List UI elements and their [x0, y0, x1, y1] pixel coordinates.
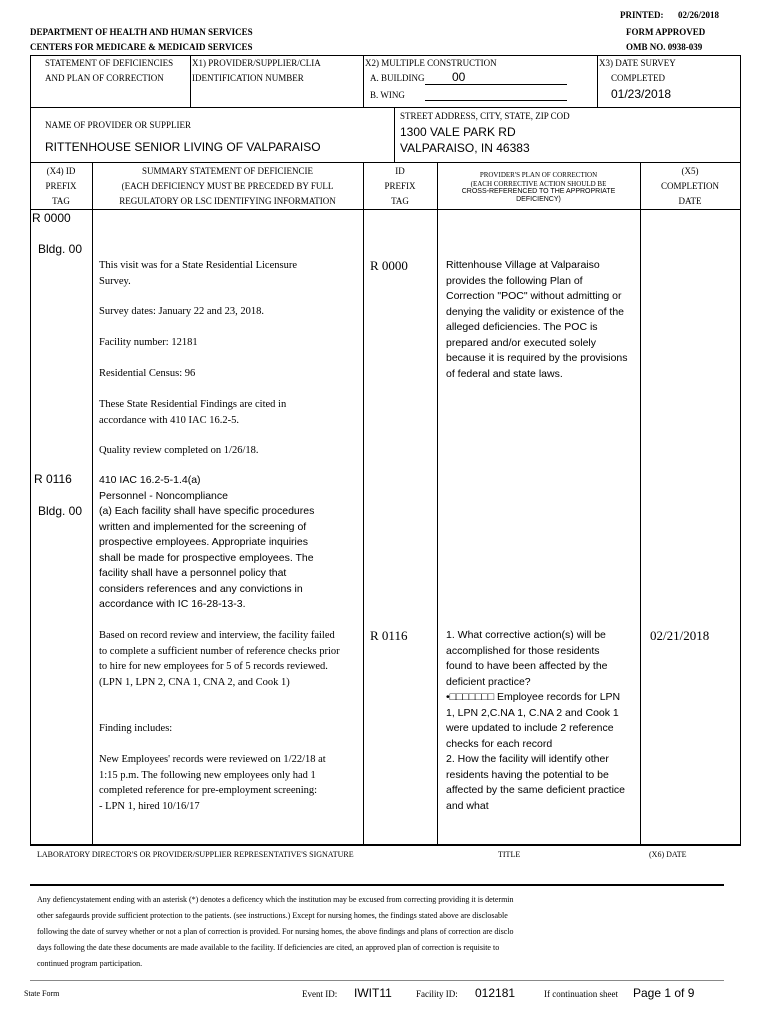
- disclaimer-line: Any defiencystatement ending with an asterisk (*) denotes a deficency which the institution may be excused from correcting providing it is determin: [37, 895, 514, 904]
- page-number: Page 1 of 9: [633, 986, 695, 1000]
- r0000-bldg: Bldg. 00: [38, 242, 83, 256]
- column-divider: [597, 55, 598, 107]
- form-approved: FORM APPROVED: [626, 27, 706, 37]
- facility-id-label: Facility ID:: [416, 989, 458, 999]
- column-divider: [394, 107, 395, 162]
- centers-title: CENTERS FOR MEDICARE & MEDICAID SERVICES: [30, 42, 253, 52]
- r0000-plan-tag: R 0000: [370, 258, 408, 273]
- building-underline: [425, 84, 567, 85]
- r0116-completion-date: 02/21/2018: [650, 628, 710, 643]
- address-line2: VALPARAISO, IN 46383: [400, 141, 530, 155]
- r0000-para: These State Residential Findings are cited in accordance with 410 IAC 16.2-5.: [99, 399, 287, 426]
- r0116-bldg: Bldg. 00: [38, 504, 83, 518]
- building-label: A. BUILDING: [370, 73, 425, 83]
- plan-header-3: CROSS-REFERENCED TO THE APPROPRIATE: [461, 188, 616, 195]
- x1-label: X1) PROVIDER/SUPPLIER/CLIA: [192, 58, 321, 68]
- r0000-para: Facility number: 12181: [99, 337, 198, 348]
- r0000-para: This visit was for a State Residential Licensure Survey.: [99, 260, 297, 287]
- r0116-para: Finding includes:: [99, 723, 173, 734]
- column-divider: [437, 162, 438, 845]
- x4-header-3: TAG: [52, 196, 70, 206]
- event-id: IWIT11: [354, 986, 392, 1000]
- plan-header-4: DEFICIENCY): [516, 196, 561, 203]
- date-completed: 01/23/2018: [611, 87, 672, 101]
- title-label: TITLE: [498, 850, 521, 859]
- state-form-label: State Form: [24, 989, 60, 998]
- disclaimer-line: following the date of survey whether or not a plan of correction is provided. For nursing homes, the above findings and plans of correction are disclo: [37, 927, 514, 936]
- x3-label: X3) DATE SURVEY: [599, 58, 676, 68]
- r0116-plan-tag: R 0116: [370, 628, 408, 643]
- disclaimer-line: days following the date these documents are made available to the facility. If deficiencies are cited, an approved plan of correction is requisite to: [37, 943, 500, 952]
- continuation-label: If continuation sheet: [544, 989, 618, 999]
- signature-border: [30, 844, 741, 846]
- x4-header-1: (X4) ID: [46, 166, 76, 176]
- r0116-para: New Employees' records were reviewed on 1/22/18 at 1:15 p.m. The following new employees only had 1 completed reference for pre-employment screening: - LPN 1, hired 10/16/17: [99, 754, 326, 812]
- printed-label: PRINTED:: [620, 10, 664, 20]
- provider-name: RITTENHOUSE SENIOR LIVING OF VALPARAISO: [45, 140, 321, 154]
- signature-bottom-border: [30, 884, 724, 886]
- statement-label: STATEMENT OF DEFICIENCIES: [45, 58, 174, 68]
- disclaimer-line: other safegaurds provide sufficient protection to the patients. (see instructions.) Except for nursing homes, the findings stated above are disclosable: [37, 911, 508, 920]
- footer-divider: [30, 980, 724, 981]
- x2-label: X2) MULTIPLE CONSTRUCTION: [365, 58, 497, 68]
- provider-name-label: NAME OF PROVIDER OR SUPPLIER: [45, 120, 192, 130]
- date-label: (X6) DATE: [649, 850, 687, 859]
- address-label: STREET ADDRESS, CITY, STATE, ZIP COD: [400, 111, 570, 121]
- facility-id: 012181: [475, 986, 516, 1000]
- r0116-para: Based on record review and interview, the facility failed to complete a sufficient number of reference checks prior to hire for new employees for 5 of 5 records reviewed. (LPN 1, LPN 2, CNA 1, CNA 2, and Cook 1): [99, 630, 340, 688]
- top-box-border: [30, 55, 740, 56]
- id-header-2: PREFIX: [384, 181, 416, 191]
- disclaimer-line: continued program participation.: [37, 959, 143, 968]
- r0000-tag: R 0000: [32, 211, 71, 225]
- x1-sublabel: IDENTIFICATION NUMBER: [192, 73, 304, 83]
- omb-number: OMB NO. 0938-039: [626, 42, 703, 52]
- address-line1: 1300 VALE PARK RD: [400, 125, 516, 139]
- r0000-para: Residential Census: 96: [99, 368, 196, 379]
- plan-header-2: (EACH CORRECTIVE ACTION SHOULD BE: [470, 180, 607, 188]
- wing-underline: [425, 100, 567, 101]
- column-divider: [92, 162, 93, 845]
- r0000-para: Survey dates: January 22 and 23, 2018.: [99, 306, 265, 317]
- summary-header-3: REGULATORY OR LSC IDENTIFYING INFORMATION: [119, 196, 336, 206]
- column-divider: [190, 55, 191, 107]
- row-divider: [30, 107, 740, 108]
- signature-label: LABORATORY DIRECTOR'S OR PROVIDER/SUPPLIER REPRESENTATIVE'S SIGNATURE: [37, 850, 354, 859]
- printed-date: 02/26/2018: [678, 10, 720, 20]
- building-value: 00: [452, 70, 466, 84]
- summary-header-2: (EACH DEFICIENCY MUST BE PRECEDED BY FULL: [121, 181, 334, 191]
- plan-header-1: PROVIDER'S PLAN OF CORRECTION: [479, 171, 598, 179]
- plan-label: AND PLAN OF CORRECTION: [45, 73, 164, 83]
- event-id-label: Event ID:: [302, 989, 338, 999]
- column-divider: [363, 55, 364, 107]
- summary-header-1: SUMMARY STATEMENT OF DEFICIENCIE: [141, 166, 314, 176]
- r0000-plan-text: Rittenhouse Village at Valparaiso provides the following Plan of Correction "POC" without admitting or denying the validity or existence of the alleged deficiencies. The POC is prepared and/or executed solely because it is required by the provisions of federal and state laws.: [446, 259, 628, 380]
- id-header-1: ID: [395, 166, 405, 176]
- x3-sublabel: COMPLETED: [611, 73, 665, 83]
- r0000-para: Quality review completed on 1/26/18.: [99, 445, 259, 456]
- row-divider: [30, 162, 740, 163]
- r0116-regulation: 410 IAC 16.2-5-1.4(a) Personnel - Noncompliance (a) Each facility shall have specific procedures written and implemented for the screening of prospective employees. Appropriate inquiries shall be made for prospective employees. The facility shall have a personnel policy that considers references and any convictions in accordance with IC 16-28-13-3.: [99, 474, 315, 610]
- department-title: DEPARTMENT OF HEALTH AND HUMAN SERVICES: [30, 27, 253, 37]
- wing-label: B. WING: [370, 90, 405, 100]
- x5-header-2: COMPLETION: [661, 181, 719, 191]
- r0116-plan-text: 1. What corrective action(s) will be accomplished for those residents found to have been affected by the deficient practice? •□□□□□□□ Employee records for LPN 1, LPN 2,C.NA 1, C.NA 2 and Cook 1 were updated to include 2 reference checks for each record 2. How the facility will identify other residents having the potential to be affected by the same deficient practice and what: [446, 629, 625, 812]
- id-header-3: TAG: [391, 196, 409, 206]
- r0116-tag: R 0116: [34, 472, 72, 486]
- x4-header-2: PREFIX: [45, 181, 77, 191]
- column-divider: [640, 162, 641, 845]
- column-divider: [363, 162, 364, 845]
- header-divider: [30, 209, 740, 210]
- x5-header-1: (X5): [681, 166, 699, 176]
- right-border: [740, 55, 741, 845]
- x5-header-3: DATE: [678, 196, 702, 206]
